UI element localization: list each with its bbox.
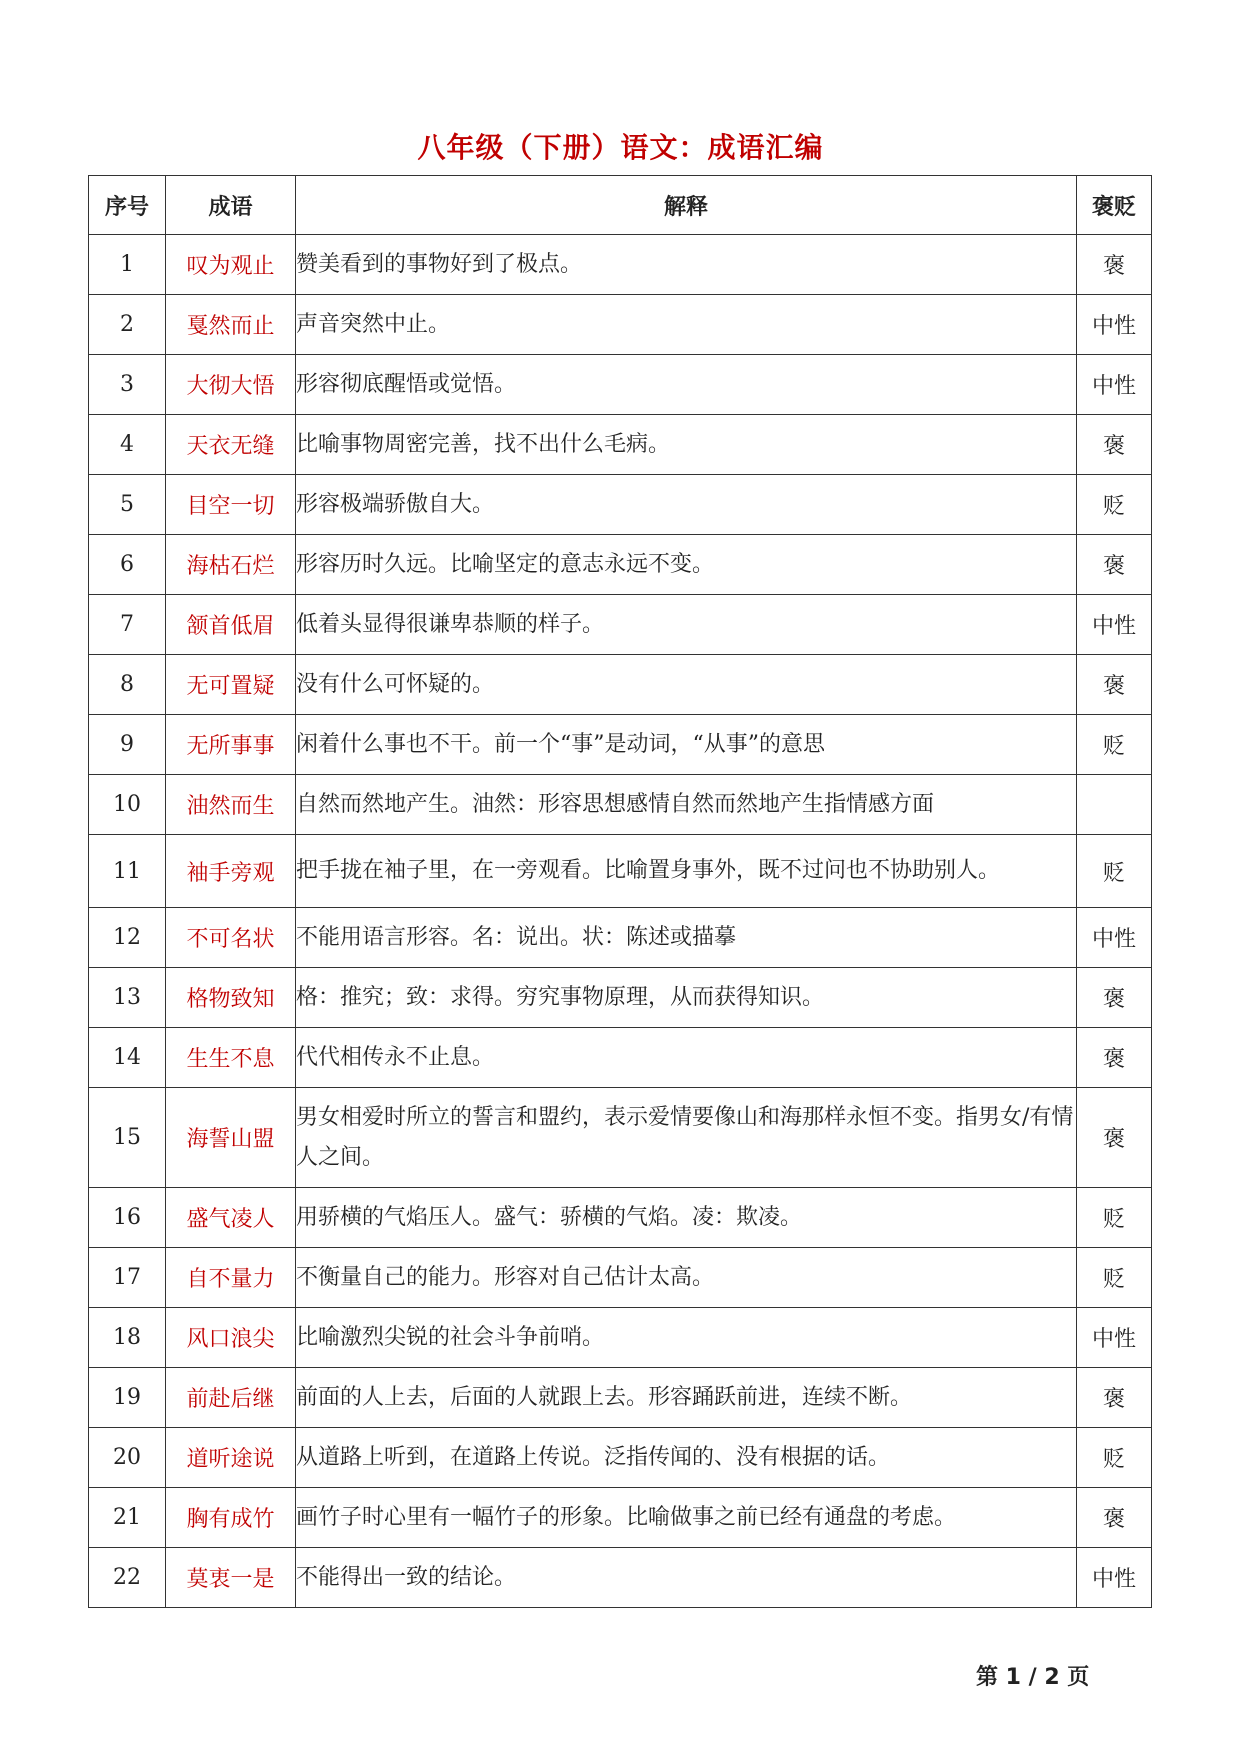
tone-cell: 中性: [1077, 355, 1152, 415]
table-row: [89, 235, 1152, 295]
explanation-cell: 没有什么可怀疑的。: [296, 655, 1077, 715]
tone-cell: 贬: [1077, 1428, 1152, 1488]
row-number: 9: [89, 715, 166, 775]
explanation-cell: 画竹子时心里有一幅竹子的形象。比喻做事之前已经有通盘的考虑。: [296, 1488, 1077, 1548]
idiom-cell: 戛然而止: [166, 295, 296, 355]
table-row: [89, 1088, 1152, 1188]
row-number: 12: [89, 908, 166, 968]
idiom-cell: 生生不息: [166, 1028, 296, 1088]
tone-cell: 褒: [1077, 1088, 1152, 1188]
row-number: 6: [89, 535, 166, 595]
tone-cell: 中性: [1077, 295, 1152, 355]
row-number: 13: [89, 968, 166, 1028]
row-number: 20: [89, 1428, 166, 1488]
tone-cell: 中性: [1077, 595, 1152, 655]
tone-cell: 中性: [1077, 1308, 1152, 1368]
idiom-cell: 格物致知: [166, 968, 296, 1028]
table-row: [89, 1428, 1152, 1488]
idiom-cell: 莫衷一是: [166, 1548, 296, 1608]
explanation-cell: 形容历时久远。比喻坚定的意志永远不变。: [296, 535, 1077, 595]
row-number: 21: [89, 1488, 166, 1548]
idiom-cell: 不可名状: [166, 908, 296, 968]
tone-cell: 贬: [1077, 1188, 1152, 1248]
table-row: [89, 775, 1152, 835]
table-row: [89, 1368, 1152, 1428]
idiom-cell: 海枯石烂: [166, 535, 296, 595]
table-row: [89, 355, 1152, 415]
idiom-cell: 自不量力: [166, 1248, 296, 1308]
tone-cell: 褒: [1077, 1488, 1152, 1548]
header-explanation: 解释: [296, 176, 1077, 235]
table-row: [89, 1308, 1152, 1368]
idiom-cell: 叹为观止: [166, 235, 296, 295]
idiom-cell: 袖手旁观: [166, 835, 296, 908]
table-row: [89, 1028, 1152, 1088]
row-number: 5: [89, 475, 166, 535]
header-idiom: 成语: [166, 176, 296, 235]
table-row: [89, 1488, 1152, 1548]
explanation-cell: 赞美看到的事物好到了极点。: [296, 235, 1077, 295]
header-tone: 褒贬: [1077, 176, 1152, 235]
table-row: [89, 535, 1152, 595]
row-number: 18: [89, 1308, 166, 1368]
idiom-cell: 目空一切: [166, 475, 296, 535]
row-number: 14: [89, 1028, 166, 1088]
idiom-cell: 盛气凌人: [166, 1188, 296, 1248]
row-number: 22: [89, 1548, 166, 1608]
explanation-cell: 前面的人上去，后面的人就跟上去。形容踊跃前进，连续不断。: [296, 1368, 1077, 1428]
row-number: 2: [89, 295, 166, 355]
explanation-cell: 用骄横的气焰压人。盛气：骄横的气焰。凌：欺凌。: [296, 1188, 1077, 1248]
row-number: 19: [89, 1368, 166, 1428]
table-row: [89, 475, 1152, 535]
explanation-cell: 格：推究；致：求得。穷究事物原理，从而获得知识。: [296, 968, 1077, 1028]
idiom-cell: 道听途说: [166, 1428, 296, 1488]
explanation-cell: 自然而然地产生。油然：形容思想感情自然而然地产生指情感方面: [296, 775, 1077, 835]
table-header-row: [89, 176, 1152, 235]
table-row: [89, 1248, 1152, 1308]
tone-cell: 贬: [1077, 835, 1152, 908]
idiom-cell: 前赴后继: [166, 1368, 296, 1428]
row-number: 16: [89, 1188, 166, 1248]
tone-cell: 贬: [1077, 1248, 1152, 1308]
table-row: [89, 595, 1152, 655]
explanation-cell: 闲着什么事也不干。前一个“事”是动词，“从事”的意思: [296, 715, 1077, 775]
header-no: 序号: [89, 176, 166, 235]
tone-cell: 褒: [1077, 415, 1152, 475]
tone-cell: 褒: [1077, 968, 1152, 1028]
table-row: [89, 415, 1152, 475]
table-row: [89, 295, 1152, 355]
explanation-cell: 男女相爱时所立的誓言和盟约，表示爱情要像山和海那样永恒不变。指男女/有情人之间。: [296, 1088, 1077, 1188]
idiom-cell: 无可置疑: [166, 655, 296, 715]
row-number: 17: [89, 1248, 166, 1308]
idiom-cell: 天衣无缝: [166, 415, 296, 475]
idiom-cell: 油然而生: [166, 775, 296, 835]
explanation-cell: 低着头显得很谦卑恭顺的样子。: [296, 595, 1077, 655]
tone-cell: [1077, 775, 1152, 835]
explanation-cell: 从道路上听到，在道路上传说。泛指传闻的、没有根据的话。: [296, 1428, 1077, 1488]
row-number: 1: [89, 235, 166, 295]
page-number: 第 1 / 2 页: [976, 1665, 1090, 1690]
idiom-cell: 无所事事: [166, 715, 296, 775]
idiom-cell: 大彻大悟: [166, 355, 296, 415]
row-number: 15: [89, 1088, 166, 1188]
row-number: 3: [89, 355, 166, 415]
page-title: 八年级（下册）语文：成语汇编: [417, 131, 824, 164]
row-number: 10: [89, 775, 166, 835]
table-row: [89, 968, 1152, 1028]
idiom-cell: 胸有成竹: [166, 1488, 296, 1548]
explanation-cell: 不能用语言形容。名：说出。状：陈述或描摹: [296, 908, 1077, 968]
idiom-cell: 颔首低眉: [166, 595, 296, 655]
tone-cell: 贬: [1077, 475, 1152, 535]
row-number: 8: [89, 655, 166, 715]
idiom-cell: 海誓山盟: [166, 1088, 296, 1188]
tone-cell: 褒: [1077, 655, 1152, 715]
tone-cell: 褒: [1077, 1028, 1152, 1088]
tone-cell: 褒: [1077, 1368, 1152, 1428]
explanation-cell: 比喻激烈尖锐的社会斗争前哨。: [296, 1308, 1077, 1368]
idiom-cell: 风口浪尖: [166, 1308, 296, 1368]
explanation-cell: 不能得出一致的结论。: [296, 1548, 1077, 1608]
tone-cell: 中性: [1077, 1548, 1152, 1608]
explanation-cell: 声音突然中止。: [296, 295, 1077, 355]
table-row: [89, 908, 1152, 968]
row-number: 4: [89, 415, 166, 475]
explanation-cell: 形容极端骄傲自大。: [296, 475, 1077, 535]
table-row: [89, 1188, 1152, 1248]
idiom-table: [88, 175, 1152, 1608]
table-row: [89, 655, 1152, 715]
tone-cell: 贬: [1077, 715, 1152, 775]
explanation-cell: 形容彻底醒悟或觉悟。: [296, 355, 1077, 415]
explanation-cell: 不衡量自己的能力。形容对自己估计太高。: [296, 1248, 1077, 1308]
table-row: [89, 715, 1152, 775]
tone-cell: 褒: [1077, 535, 1152, 595]
table-row: [89, 1548, 1152, 1608]
explanation-cell: 比喻事物周密完善，找不出什么毛病。: [296, 415, 1077, 475]
tone-cell: 褒: [1077, 235, 1152, 295]
tone-cell: 中性: [1077, 908, 1152, 968]
explanation-cell: 代代相传永不止息。: [296, 1028, 1077, 1088]
row-number: 11: [89, 835, 166, 908]
table-row: [89, 835, 1152, 908]
row-number: 7: [89, 595, 166, 655]
explanation-cell: 把手拢在袖子里，在一旁观看。比喻置身事外，既不过问也不协助别人。: [296, 835, 1077, 908]
